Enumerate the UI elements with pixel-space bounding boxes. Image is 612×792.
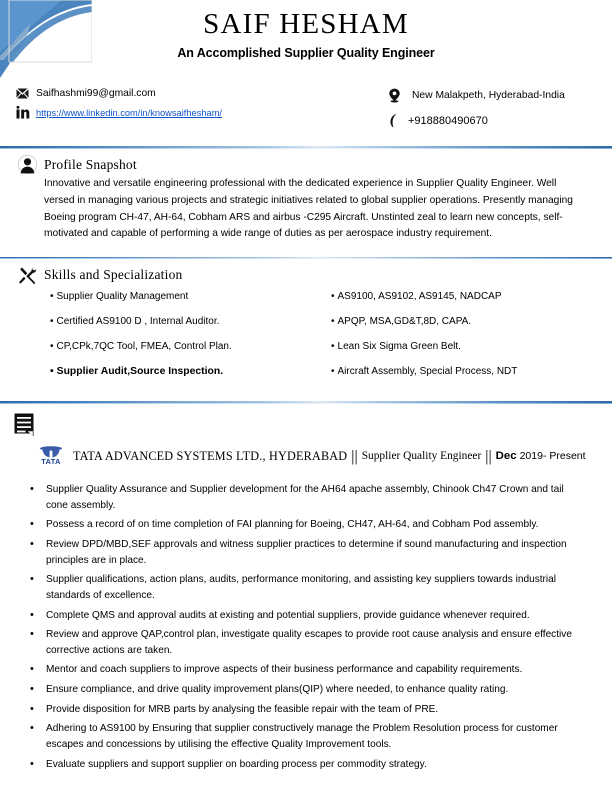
contact-email-row xyxy=(16,88,222,99)
skill-text: Lean Six Sigma Green Belt. xyxy=(337,340,461,352)
person-icon xyxy=(14,155,40,174)
experience-company: TATA ADVANCED SYSTEMS LTD., HYDERABAD xyxy=(73,448,348,463)
bullet-glyph: • xyxy=(50,340,54,352)
email-text: Saifhashmi99@gmail.com xyxy=(36,88,156,100)
bullet-glyph: • xyxy=(50,290,54,302)
page-title: SAIF HESHAM xyxy=(203,8,409,40)
divider-skills-top xyxy=(0,255,612,261)
contact-left-column xyxy=(16,88,222,126)
experience-separator: || xyxy=(351,448,358,466)
location-text: New Malakpeth, Hyderabad-India xyxy=(412,90,565,102)
skill-text: AS9100, AS9102, AS9145, NADCAP xyxy=(337,290,502,302)
linkedin-url-text[interactable]: https://www.linkedin.com/in/knowsaifhesham/ xyxy=(36,107,223,118)
phone-icon xyxy=(388,113,405,128)
contact-phone-row xyxy=(388,113,565,128)
experience-role: Supplier Quality Engineer xyxy=(361,450,482,463)
document-list-icon xyxy=(14,424,36,441)
skill-item xyxy=(50,316,317,328)
experience-icon-wrap xyxy=(0,405,612,442)
list-item: • Complete QMS and approval audits at existing and potential suppliers, provide guidance whenever required. xyxy=(0,608,612,624)
contact-block xyxy=(0,88,612,144)
envelope-icon xyxy=(16,88,33,99)
bullet-glyph: • xyxy=(331,290,335,302)
contact-location-row xyxy=(388,88,565,103)
divider-experience-top xyxy=(0,399,612,405)
contact-right-column xyxy=(388,88,565,135)
skill-item xyxy=(50,366,317,378)
corner-shape-svg xyxy=(0,0,92,78)
experience-section xyxy=(0,405,612,772)
corner-decoration xyxy=(0,0,92,78)
tata-logo-text: TATA xyxy=(41,457,61,467)
list-item: • Ensure compliance, and drive quality improvement plans(QIP) where needed, to enhance quality rating. xyxy=(0,682,612,698)
list-item: • Review DPD/MBD,SEF approvals and witness supplier practices to determine if sound manufacturing and inspection principles are in place. xyxy=(0,537,612,568)
skills-left-column xyxy=(50,291,317,391)
skills-section-title: Skills and Specialization xyxy=(44,267,183,283)
tools-icon xyxy=(14,266,40,285)
profile-section xyxy=(0,155,612,242)
profile-section-header xyxy=(14,155,598,174)
skill-item xyxy=(331,341,598,353)
map-pin-icon xyxy=(388,88,405,103)
profile-body-text: Innovative and versatile engineering professional with the dedicated experience in Supplier Quality Engineer. Well versed in managing various projects and strategic initiatives related to global supplier operations. Presently managing Boeing program CH-47, AH-64, Cobham ARS and airbus -C295 Aircraft. Unstinted zeal to learn new concepts, self-motivated and capable of performing a wide range of duties as per aerospace industry requirement. xyxy=(44,178,573,240)
skill-text: APQP, MSA,GD&T,8D, CAPA. xyxy=(337,315,472,327)
list-item: • Evaluate suppliers and support supplier on boarding process per commodity strategy. xyxy=(0,757,612,773)
experience-title-row xyxy=(34,446,612,466)
skill-text: CP,CPk,7QC Tool, FMEA, Control Plan. xyxy=(56,340,232,352)
bullet-glyph: • xyxy=(331,340,335,352)
skills-right-column xyxy=(317,291,598,391)
skill-item xyxy=(331,316,598,328)
bullet-glyph: • xyxy=(331,315,335,327)
skill-text: Certified AS9100 D , Internal Auditor. xyxy=(56,315,220,327)
skills-section xyxy=(0,266,612,391)
list-item: • Supplier Quality Assurance and Supplier development for the AH64 apache assembly, Chinook Ch47 Crown and tail cone assembly. xyxy=(0,482,612,513)
divider-profile-top xyxy=(0,144,612,150)
list-item: • Supplier qualifications, action plans, audits, performance monitoring, and assisting key suppliers towards industrial standards of excellence. xyxy=(0,572,612,603)
skills-section-header xyxy=(14,266,598,285)
list-item: • Provide disposition for MRB parts by analysing the feasible repair with the team of PRE. xyxy=(0,702,612,718)
experience-date-month: Dec xyxy=(495,450,517,463)
bullet-glyph: • xyxy=(331,365,335,377)
list-item: • Adhering to AS9100 by Ensuring that supplier constructively manage the Problem Resolution process for customer escapes and concessions by utilising the effective Quality Improvement tools. xyxy=(0,721,612,752)
header-tagline: An Accomplished Supplier Quality Engineer xyxy=(177,46,435,61)
skill-item xyxy=(50,291,317,303)
experience-bullet-list xyxy=(0,482,612,772)
phone-text: +918880490670 xyxy=(408,114,488,127)
skill-text: Aircraft Assembly, Special Process, NDT xyxy=(337,365,518,377)
list-item: • Mentor and coach suppliers to improve aspects of their business performance and capability requirements. xyxy=(0,662,612,678)
experience-date-range: 2019- Present xyxy=(519,450,586,463)
contact-linkedin-row[interactable] xyxy=(16,106,222,119)
experience-separator: || xyxy=(485,448,492,466)
skill-text: Supplier Audit,Source Inspection. xyxy=(56,365,224,377)
skill-text: Supplier Quality Management xyxy=(56,290,189,302)
skills-grid xyxy=(50,291,598,391)
skill-item xyxy=(331,366,598,378)
bullet-glyph: • xyxy=(50,315,54,327)
list-item: • Review and approve QAP,control plan, investigate quality escapes to provide root cause analysis and ensure effective corrective actions are taken. xyxy=(0,627,612,658)
tata-logo-icon xyxy=(34,446,68,466)
list-item: • Possess a record of on time completion of FAI planning for Boeing, CH47, AH-64, and Cobham Pod assembly. xyxy=(0,517,612,533)
skill-item xyxy=(50,341,317,353)
linkedin-icon xyxy=(16,106,33,119)
bullet-glyph: • xyxy=(50,365,54,377)
profile-section-title: Profile Snapshot xyxy=(44,156,137,172)
skill-item xyxy=(331,291,598,303)
